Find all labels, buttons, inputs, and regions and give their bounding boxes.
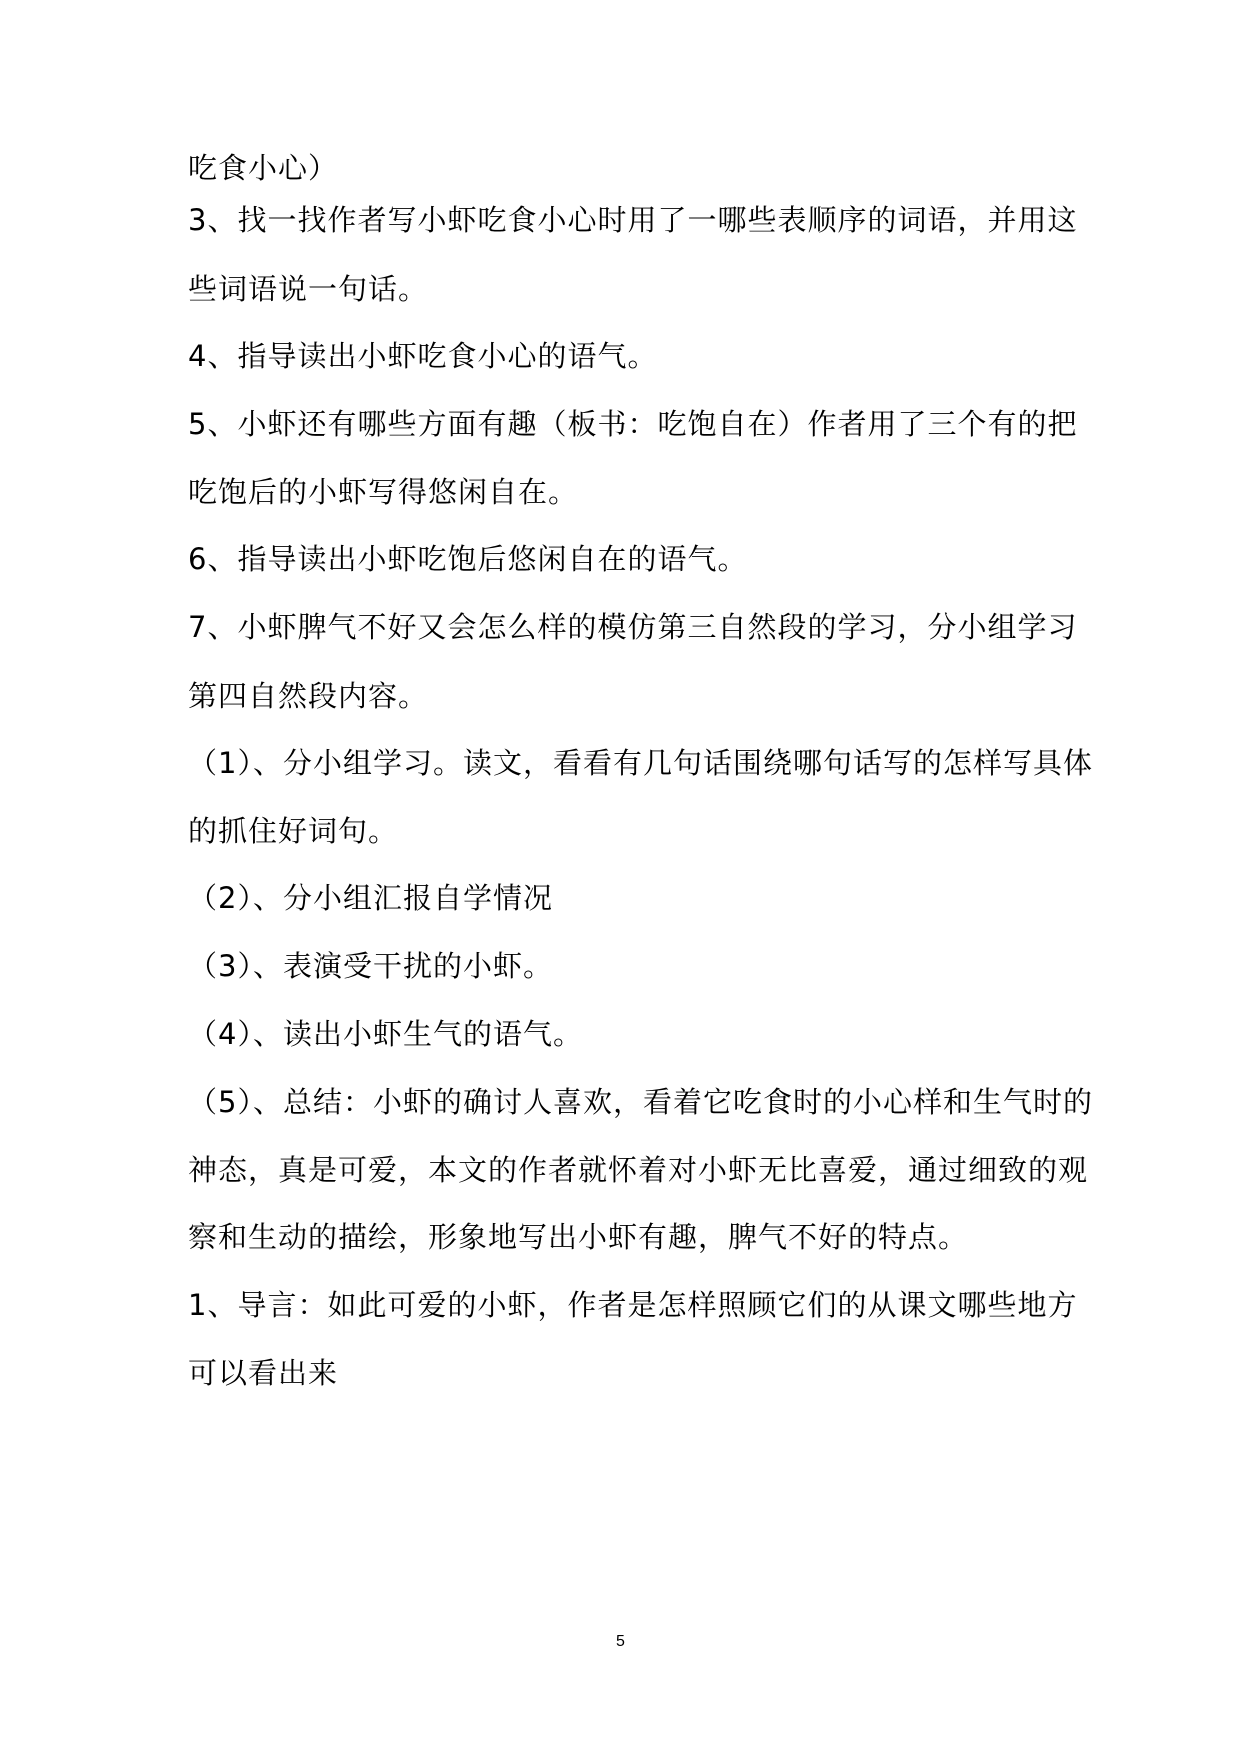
text-line: （4）、读出小虾生气的语气。 [188,1017,583,1051]
text-line: 3、找一找作者写小虾吃食小心时用了一哪些表顺序的词语，并用这 [188,203,1078,237]
text-line: 的抓住好词句。 [188,814,399,848]
text-line: （5）、总结：小虾的确讨人喜欢，看着它吃食时的小心样和生气时的 [188,1085,1093,1119]
text-line: （1）、分小组学习。读文，看看有几句话围绕哪句话写的怎样写具体 [188,746,1093,780]
text-line: 第四自然段内容。 [188,679,429,713]
text-line: （3）、表演受干扰的小虾。 [188,949,553,983]
text-line: 1、导言：如此可爱的小虾，作者是怎样照顾它们的从课文哪些地方 [188,1288,1078,1322]
text-line: 吃食小心） [188,151,339,185]
text-line: 5、小虾还有哪些方面有趣（板书：吃饱自在）作者用了三个有的把 [188,407,1078,441]
text-line: 7、小虾脾气不好又会怎么样的模仿第三自然段的学习，分小组学习 [188,610,1078,644]
text-line: 6、指导读出小虾吃饱后悠闲自在的语气。 [188,542,748,576]
text-line: 4、指导读出小虾吃食小心的语气。 [188,339,658,373]
text-line: 吃饱后的小虾写得悠闲自在。 [188,475,579,509]
page-number: 5 [616,1633,625,1650]
text-line: 可以看出来 [188,1356,339,1390]
text-line: 些词语说一句话。 [188,272,429,306]
text-line: 察和生动的描绘，形象地写出小虾有趣，脾气不好的特点。 [188,1220,969,1254]
text-line: 神态，真是可爱，本文的作者就怀着对小虾无比喜爱，通过细致的观 [188,1153,1089,1187]
text-line: （2）、分小组汇报自学情况 [188,881,553,915]
